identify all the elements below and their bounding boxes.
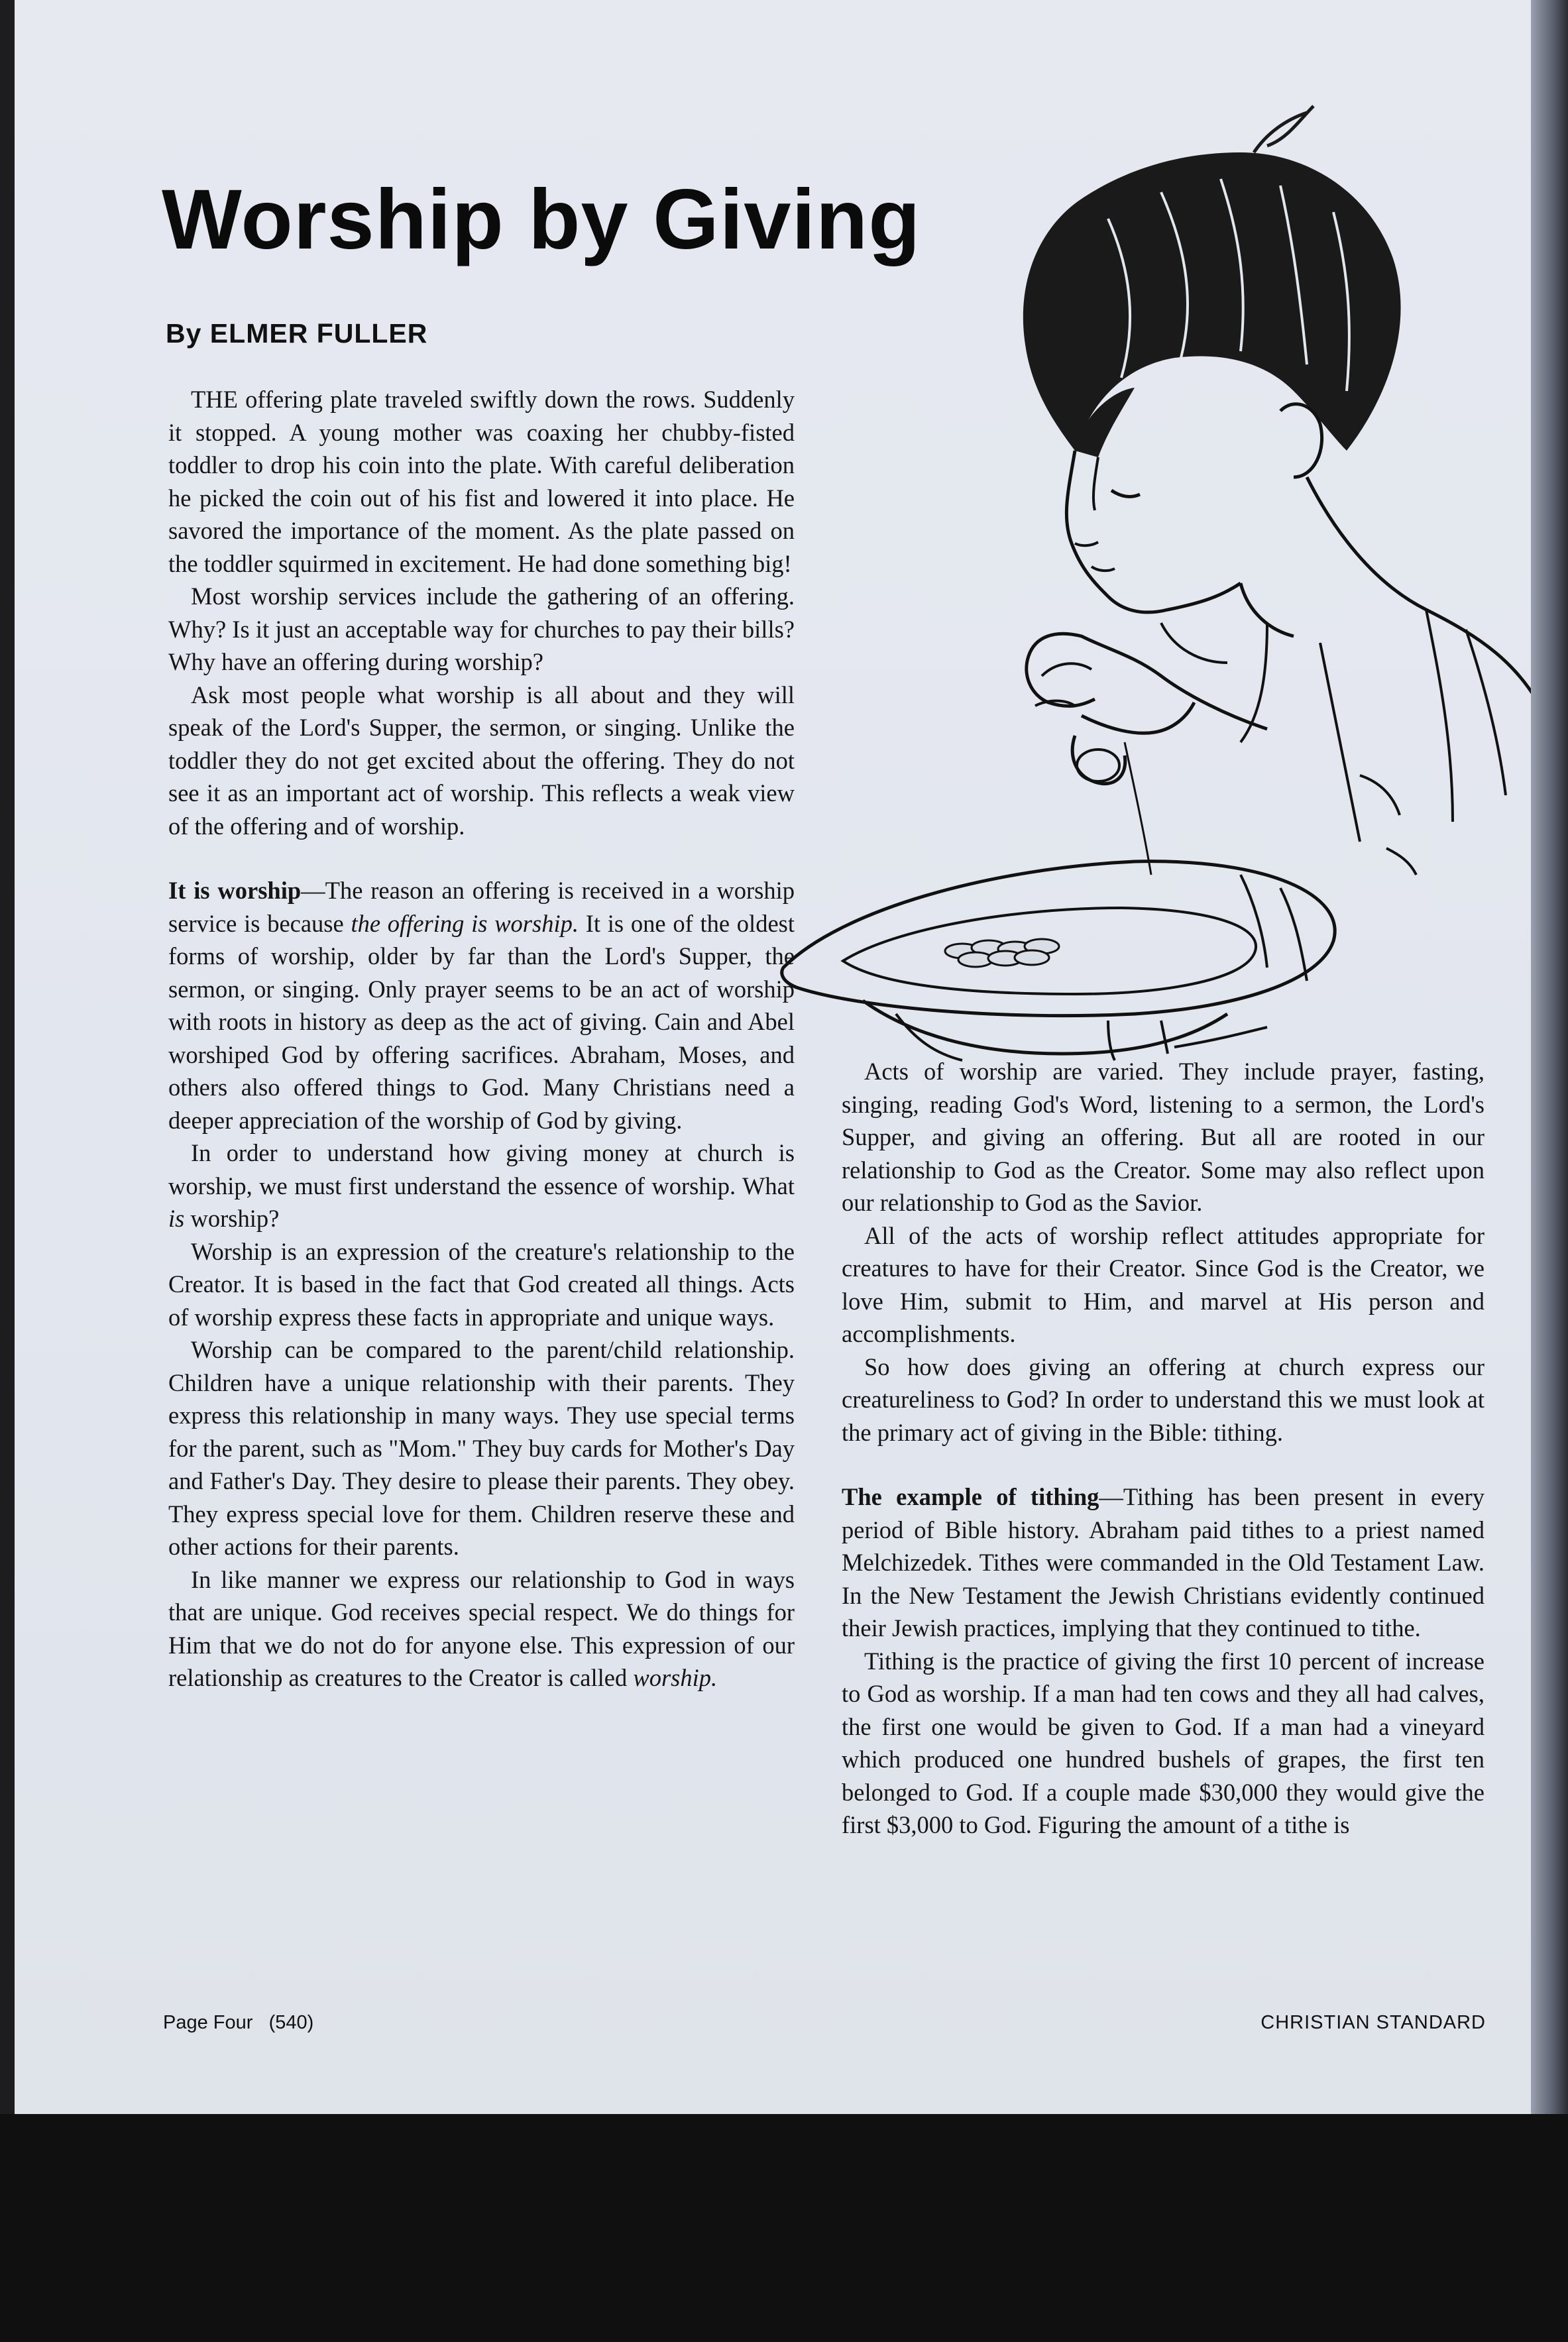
paragraph: THE offering plate traveled swiftly down the rows. Suddenly it stopped. A young mother was coaxing her chubby-fisted toddler to drop his coin into the plate. With careful deliberation he picked the coin out of his fist and lowered it into place. He savored the importance of the moment. As the plate passed on the toddler squirmed in excitement. He had done something big!: [168, 386, 795, 577]
paragraph: [168, 1563, 795, 1695]
page-number-footer: Page Four (540): [163, 2012, 314, 2033]
paragraph-text: In order to understand how giving money at church is worship, we must first understand the essence of worship. What: [168, 1139, 795, 1199]
paragraph-text: worship?: [184, 1205, 280, 1232]
paragraph: Acts of worship are varied. They include prayer, fasting, singing, reading God's Word, listening to a sermon, the Lord's Supper, and giving an offering. But all are rooted in our relationship to God as the Creator. Some may also reflect upon our relationship to God as the Savior.: [842, 1058, 1484, 1216]
paragraph-text: —The reason an offering is received in a worship service is because: [168, 877, 795, 937]
section-paragraph: [168, 874, 795, 1137]
section-heading: The example of tithing: [842, 1483, 1099, 1510]
column-left: [168, 383, 795, 1695]
paragraph: All of the acts of worship reflect attitudes appropriate for creatures to have for their Creator. Since God is the Creator, we love Him, submit to Him, and marvel at His person and accomplishments.: [842, 1221, 1484, 1347]
paragraph: Most worship services include the gathering of an offering. Why? Is it just an acceptable way for churches to pay their bills? Why have an offering during worship?: [168, 583, 795, 675]
offering-plate-icon: [782, 862, 1335, 1060]
italic-text: the offering is worship.: [351, 909, 579, 937]
paragraph: Tithing is the practice of giving the first 10 percent of increase to God as worship. If a man had ten cows and they all had calves, the first one would be given to God. If a man had a vineyard which produced one hundred bushels of grapes, the first ten belonged to God. If a couple made $30,000 they would give the first $3,000 to God. Figuring the amount of a tithe is: [842, 1647, 1484, 1838]
article-byline: By ELMER FULLER: [166, 318, 428, 349]
paragraph: Worship is an expression of the creature's relationship to the Creator. It is based in the fact that God created all things. Acts of worship express these facts in appropriate and unique ways.: [168, 1237, 795, 1331]
magazine-spine: [1531, 0, 1568, 2114]
magazine-page: [15, 0, 1531, 2114]
scan-background: [0, 2114, 1568, 2342]
page-left-edge: [0, 0, 15, 2114]
italic-text: is: [168, 1205, 185, 1232]
hair-icon: [1023, 152, 1401, 457]
italic-text: worship.: [633, 1664, 718, 1691]
paragraph: Worship can be compared to the parent/child relationship. Children have a unique relationship with their parents. They express this relationship in many ways. They use special terms for the parent, such as "Mom." They buy cards for Mother's Day and Father's Day. They desire to please their parents. They obey. They express special love for them. Children reserve these and other actions for their parents.: [168, 1336, 795, 1560]
paragraph-text: In like manner we express our relationship to God in ways that are unique. God receives special respect. We do things for Him that we do not do for anyone else. This expression of our relationship as creatures to the Creator is called: [168, 1565, 795, 1691]
column-right: [842, 1055, 1484, 1842]
section-paragraph: [842, 1480, 1484, 1645]
paragraph: Ask most people what worship is all about and they will speak of the Lord's Supper, the sermon, or singing. Unlike the toddler they do not get excited about the offering. They do not see it as an important act of worship. This reflects a weak view of the offering and of worship.: [168, 681, 795, 840]
section-heading: It is worship: [168, 877, 302, 904]
publication-name-footer: CHRISTIAN STANDARD: [1260, 2012, 1486, 2033]
coins-icon: [945, 939, 1059, 967]
paragraph-text: —Tithing has been present in every period of Bible history. Abraham paid tithes to a priest named Melchizedek. Tithes were commanded in the Old Testament Law. In the New Testament the Jewish Christians evidently continued their Jewish practices, implying that they continued to tithe.: [842, 1483, 1485, 1642]
coin-icon: [1077, 750, 1119, 781]
paragraph-text: It is one of the oldest forms of worship, older by far than the Lord's Supper, the sermon, or singing. Only prayer seems to be an act of worship with roots in history as deep as the act of giving. Cain and Abel worshiped God by offering sacrifices. Abraham, Moses, and others also offered things to God. Many Christians need a deeper appreciation of the worship of God by giving.: [168, 909, 795, 1134]
article-title: Worship by Giving: [162, 172, 921, 267]
paragraph: [168, 1137, 795, 1235]
paragraph: So how does giving an offering at church express our creatureliness to God? In order to understand this we must look at the primary act of giving in the Bible: tithing.: [842, 1353, 1484, 1446]
